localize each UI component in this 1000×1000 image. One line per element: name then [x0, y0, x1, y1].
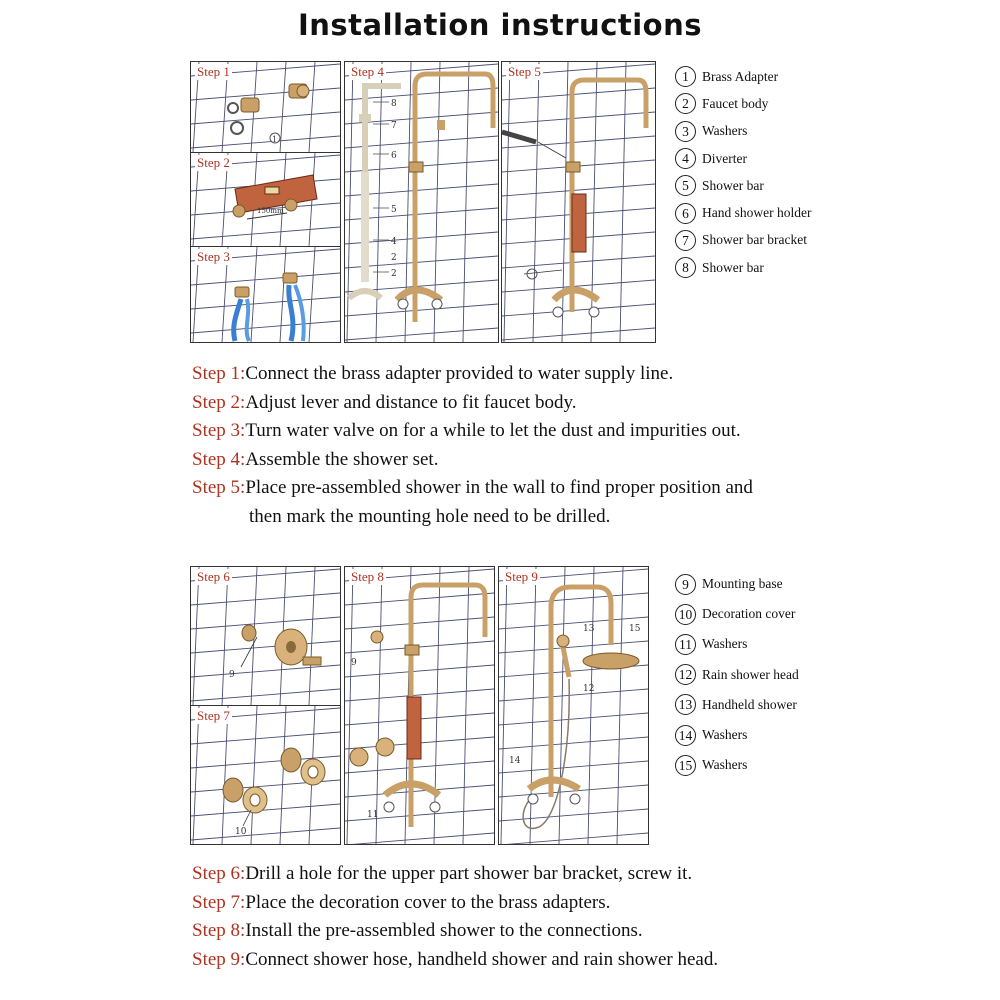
callout-2: 2 [391, 269, 397, 279]
legend-number: 8 [675, 257, 696, 278]
panel-label: Step 4 [351, 64, 384, 79]
legend-number: 2 [675, 93, 696, 114]
callout-5: 5 [391, 205, 397, 215]
callout-11: 11 [367, 810, 379, 820]
legend-item [675, 199, 811, 226]
callout-14: 14 [509, 756, 521, 766]
legend-number: 5 [675, 175, 696, 196]
panel-label: Step 8 [351, 569, 384, 584]
step8-panel [344, 566, 495, 845]
legend-number: 11 [675, 634, 696, 655]
step9-panel [498, 566, 649, 845]
step-text: Connect shower hose, handheld shower and rain shower head. [245, 948, 719, 970]
step4-panel [344, 61, 499, 343]
step-label: Step 8: [192, 920, 246, 942]
legend-number: 10 [675, 604, 696, 625]
step-line [192, 889, 718, 918]
legend-item [675, 172, 811, 199]
legend-item [675, 63, 811, 90]
panel-label: Step 1 [197, 64, 230, 79]
step-line [192, 389, 753, 418]
panel-label: Step 7 [197, 708, 230, 723]
step-line [192, 946, 718, 975]
connect-hose-illustration [499, 567, 648, 844]
legend-label: Washers [702, 757, 748, 773]
step-line [192, 446, 753, 475]
callout-10: 10 [235, 827, 247, 837]
callout-13: 13 [583, 624, 595, 634]
legend-item [675, 750, 799, 780]
step-label: Step 4: [192, 448, 246, 470]
callout-15: 15 [629, 624, 641, 634]
callout-12: 12 [583, 684, 595, 694]
steps-top [192, 360, 753, 532]
legend-item [675, 118, 811, 145]
legend-number: 4 [675, 148, 696, 169]
callout-1: 1 [272, 135, 278, 144]
legend-label: Mounting base [702, 576, 783, 592]
legend-number: 13 [675, 694, 696, 715]
step7-panel [190, 705, 341, 845]
legend-item [675, 227, 811, 254]
step-text: Assemble the shower set. [245, 448, 439, 470]
legend-item [675, 254, 811, 281]
step-text: Drill a hole for the upper part shower bar bracket, screw it. [245, 863, 693, 884]
step-text: Install the pre-assembled shower to the connections. [245, 920, 643, 942]
callout-3: 2 [391, 253, 397, 263]
step1-panel [190, 61, 341, 153]
parts-legend-bottom [675, 569, 799, 780]
step-label: Step 1: [192, 363, 246, 384]
step-line [192, 860, 718, 889]
legend-label: Washers [702, 123, 748, 139]
steps-bottom [192, 860, 718, 974]
step-text: Adjust lever and distance to fit faucet body. [245, 391, 577, 413]
legend-label: Shower bar [702, 259, 764, 275]
page-title: Installation instructions [297, 8, 703, 42]
legend-item [675, 599, 799, 629]
legend-label: Faucet body [702, 95, 769, 111]
step-line [192, 417, 753, 446]
step-label: Step 5: [192, 477, 246, 499]
step-line [192, 474, 753, 503]
step-text: Turn water valve on for a while to let the dust and impurities out. [245, 420, 741, 442]
legend-item [675, 629, 799, 659]
legend-label: Diverter [702, 150, 747, 166]
step-label: Step 3: [192, 420, 246, 442]
callout-4: 4 [391, 237, 397, 247]
step-line-continued: then mark the mounting hole need to be drilled. [249, 505, 611, 527]
panel-label: Step 2 [197, 155, 230, 170]
legend-number: 1 [675, 66, 696, 87]
step-text: Place the decoration cover to the brass adapters. [245, 891, 611, 913]
legend-label: Hand shower holder [702, 205, 812, 221]
step-label: Step 6: [192, 863, 246, 884]
legend-label: Brass Adapter [702, 68, 779, 84]
callout-9: 9 [229, 670, 235, 680]
step-text: Place pre-assembled shower in the wall to find proper position and [245, 477, 753, 499]
marking-position-illustration [502, 62, 655, 342]
callout-9: 9 [351, 658, 357, 668]
legend-label: Washers [702, 727, 748, 743]
legend-number: 14 [675, 725, 696, 746]
callout-8: 8 [391, 99, 397, 109]
step-text: Connect the brass adapter provided to water supply line. [245, 363, 674, 384]
parts-legend-top [675, 63, 811, 281]
legend-label: Rain shower head [702, 666, 799, 682]
step-label: Step 2: [192, 391, 246, 413]
legend-number: 3 [675, 121, 696, 142]
step6-panel [190, 566, 341, 706]
step-label: Step 9: [192, 948, 246, 970]
callout-6: 6 [391, 151, 397, 161]
decoration-cover-illustration [191, 706, 340, 844]
step3-panel [190, 246, 341, 343]
legend-label: Decoration cover [702, 606, 796, 622]
panel-label: Step 9 [505, 569, 538, 584]
callout-7: 7 [391, 121, 397, 131]
step-line [192, 917, 718, 946]
legend-label: Shower bar [702, 177, 764, 193]
shower-assembly-illustration [345, 62, 498, 342]
panel-label: Step 3 [197, 249, 230, 264]
step5-panel [501, 61, 656, 343]
legend-number: 12 [675, 664, 696, 685]
legend-number: 15 [675, 755, 696, 776]
legend-number: 7 [675, 230, 696, 251]
legend-label: Washers [702, 636, 748, 652]
legend-item [675, 145, 811, 172]
step2-panel [190, 152, 341, 247]
step-label: Step 7: [192, 891, 246, 913]
legend-number: 6 [675, 203, 696, 224]
legend-label: Handheld shower [702, 696, 797, 712]
legend-number: 9 [675, 574, 696, 595]
panel-label: Step 6 [197, 569, 230, 584]
install-shower-illustration [345, 567, 494, 844]
legend-item [675, 90, 811, 117]
legend-item [675, 660, 799, 690]
step-line [192, 360, 753, 389]
panel-label: Step 5 [508, 64, 541, 79]
legend-item [675, 569, 799, 599]
legend-item [675, 720, 799, 750]
dimension-label: 150mm [257, 207, 284, 215]
legend-item [675, 690, 799, 720]
mounting-base-illustration [191, 567, 340, 705]
legend-label: Shower bar bracket [702, 232, 807, 248]
